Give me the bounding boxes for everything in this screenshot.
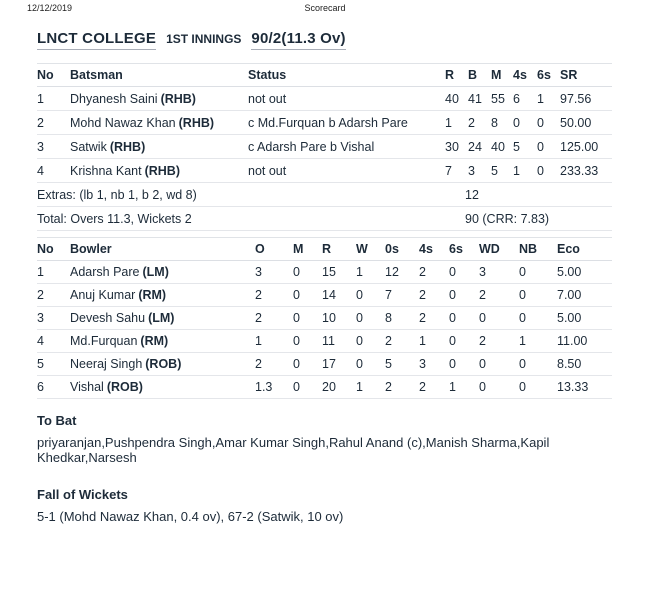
batsman-balls: 2 — [468, 111, 491, 135]
batsman-balls: 24 — [468, 135, 491, 159]
bowler-maidens: 0 — [293, 330, 322, 353]
bowler-economy: 8.50 — [557, 353, 612, 376]
batsman-no: 3 — [37, 135, 70, 159]
bowler-name-cell — [70, 330, 255, 353]
batsman-minutes: 40 — [491, 135, 513, 159]
bowler-name: Vishal — [70, 380, 104, 394]
bowler-noballs: 0 — [519, 307, 557, 330]
batting-col-status: Status — [248, 64, 445, 87]
batsman-status: not out — [248, 87, 445, 111]
bowler-name-cell — [70, 376, 255, 399]
bowler-wickets: 0 — [356, 284, 385, 307]
batsman-name: Krishna Kant — [70, 163, 142, 178]
bowler-row — [37, 307, 612, 330]
bowler-overs: 2 — [255, 284, 293, 307]
bowler-dots: 12 — [385, 261, 419, 284]
bowler-name: Anuj Kumar — [70, 288, 136, 302]
bowler-no: 2 — [37, 284, 70, 307]
batsman-sixes: 1 — [537, 87, 560, 111]
print-header — [0, 0, 650, 17]
bowler-row — [37, 261, 612, 284]
bowler-fours: 3 — [419, 353, 449, 376]
innings-label: 1ST INNINGS — [166, 32, 242, 46]
bowler-name-cell — [70, 307, 255, 330]
bowler-noballs: 0 — [519, 261, 557, 284]
bowler-dots: 8 — [385, 307, 419, 330]
bowler-no: 4 — [37, 330, 70, 353]
batsman-fours: 1 — [513, 159, 537, 183]
bowler-row — [37, 353, 612, 376]
batsman-sixes: 0 — [537, 159, 560, 183]
batsman-runs: 40 — [445, 87, 468, 111]
bowler-dots: 2 — [385, 330, 419, 353]
batting-col-minutes: M — [491, 64, 513, 87]
bowler-no: 6 — [37, 376, 70, 399]
batting-header-row — [37, 64, 612, 87]
total-row — [37, 207, 612, 231]
batting-table — [37, 63, 612, 231]
bowler-no: 3 — [37, 307, 70, 330]
bowler-maidens: 0 — [293, 261, 322, 284]
bowling-col-dots: 0s — [385, 238, 419, 261]
total-label: Total: Overs 11.3, Wickets 2 — [37, 207, 445, 231]
scorecard-content — [37, 30, 612, 524]
bowling-col-runs: R — [322, 238, 356, 261]
batsman-sixes: 0 — [537, 111, 560, 135]
batsman-no: 1 — [37, 87, 70, 111]
bowler-dots: 7 — [385, 284, 419, 307]
bowler-name-cell — [70, 284, 255, 307]
fall-of-wickets-section — [37, 487, 612, 524]
bowling-col-economy: Eco — [557, 238, 612, 261]
bowler-fours: 2 — [419, 376, 449, 399]
bowler-economy: 5.00 — [557, 307, 612, 330]
batsman-balls: 41 — [468, 87, 491, 111]
print-title: Scorecard — [304, 3, 346, 13]
batsman-fours: 0 — [513, 111, 537, 135]
bowler-name-cell — [70, 353, 255, 376]
batsman-name-cell — [70, 135, 248, 159]
bowling-col-overs: O — [255, 238, 293, 261]
bowler-runs: 11 — [322, 330, 356, 353]
bowler-wides: 0 — [479, 307, 519, 330]
bowling-header-row — [37, 238, 612, 261]
batsman-row — [37, 135, 612, 159]
batsman-strike-rate: 233.33 — [560, 159, 612, 183]
bowler-row — [37, 330, 612, 353]
bowler-wides: 0 — [479, 376, 519, 399]
batsman-runs: 7 — [445, 159, 468, 183]
bowler-wickets: 0 — [356, 330, 385, 353]
fall-of-wickets-heading: Fall of Wickets — [37, 487, 128, 502]
bowling-col-fours: 4s — [419, 238, 449, 261]
bowler-maidens: 0 — [293, 376, 322, 399]
batsman-row — [37, 159, 612, 183]
bowler-name: Neeraj Singh — [70, 357, 143, 371]
batting-col-no: No — [37, 64, 70, 87]
batsman-minutes: 5 — [491, 159, 513, 183]
print-date: 12/12/2019 — [27, 3, 73, 13]
batsman-strike-rate: 50.00 — [560, 111, 612, 135]
batsman-minutes: 8 — [491, 111, 513, 135]
bowler-wides: 2 — [479, 284, 519, 307]
bowler-dots: 2 — [385, 376, 419, 399]
bowler-runs: 14 — [322, 284, 356, 307]
bowler-name-cell — [70, 261, 255, 284]
bowling-col-no: No — [37, 238, 70, 261]
bowler-noballs: 0 — [519, 376, 557, 399]
bowler-economy: 11.00 — [557, 330, 612, 353]
bowler-style: (ROB) — [106, 380, 143, 394]
batsman-status: c Md.Furquan b Adarsh Pare — [248, 111, 445, 135]
batsman-hand: (RHB) — [178, 115, 215, 130]
batsman-name-cell — [70, 111, 248, 135]
bowler-fours: 2 — [419, 261, 449, 284]
bowler-runs: 15 — [322, 261, 356, 284]
team-name-link[interactable]: LNCT COLLEGE — [37, 30, 156, 50]
bowler-economy: 7.00 — [557, 284, 612, 307]
bowler-maidens: 0 — [293, 284, 322, 307]
bowler-sixes: 0 — [449, 284, 479, 307]
bowler-sixes: 0 — [449, 330, 479, 353]
batsman-name-cell — [70, 87, 248, 111]
batsman-name: Satwik — [70, 139, 107, 154]
bowling-col-noballs: NB — [519, 238, 557, 261]
batting-col-strike-rate: SR — [560, 64, 612, 87]
to-bat-heading: To Bat — [37, 413, 77, 428]
batsman-row — [37, 87, 612, 111]
bowler-sixes: 0 — [449, 307, 479, 330]
to-bat-section — [37, 413, 612, 465]
bowling-col-maidens: M — [293, 238, 322, 261]
extras-row — [37, 183, 612, 207]
batting-col-fours: 4s — [513, 64, 537, 87]
bowler-sixes: 0 — [449, 261, 479, 284]
bowler-style: (RM) — [138, 288, 167, 302]
bowler-noballs: 1 — [519, 330, 557, 353]
batsman-name: Dhyanesh Saini — [70, 91, 158, 106]
bowling-col-wides: WD — [479, 238, 519, 261]
batsman-status: not out — [248, 159, 445, 183]
bowler-wickets: 0 — [356, 307, 385, 330]
batsman-no: 4 — [37, 159, 70, 183]
batsman-strike-rate: 97.56 — [560, 87, 612, 111]
batting-col-runs: R — [445, 64, 468, 87]
batsman-strike-rate: 125.00 — [560, 135, 612, 159]
batsman-hand: (RHB) — [109, 139, 146, 154]
bowler-no: 1 — [37, 261, 70, 284]
bowler-runs: 20 — [322, 376, 356, 399]
to-bat-players: priyaranjan,Pushpendra Singh,Amar Kumar Singh,Rahul Anand (c),Manish Sharma,Kapil Khedkar,Narsesh — [37, 435, 550, 465]
bowler-row — [37, 284, 612, 307]
bowling-table — [37, 237, 612, 399]
bowler-name: Adarsh Pare — [70, 265, 140, 279]
bowler-overs: 2 — [255, 353, 293, 376]
batsman-name-cell — [70, 159, 248, 183]
fall-of-wickets-detail: 5-1 (Mohd Nawaz Khan, 0.4 ov), 67-2 (Satwik, 10 ov) — [37, 509, 344, 524]
bowler-fours: 1 — [419, 330, 449, 353]
batsman-hand: (RHB) — [144, 163, 180, 178]
batsman-minutes: 55 — [491, 87, 513, 111]
batting-col-batsman: Batsman — [70, 64, 248, 87]
batsman-hand: (RHB) — [160, 91, 196, 106]
batsman-row — [37, 111, 612, 135]
bowler-wides: 3 — [479, 261, 519, 284]
bowler-wickets: 1 — [356, 261, 385, 284]
bowler-economy: 5.00 — [557, 261, 612, 284]
innings-score-link[interactable]: 90/2(11.3 Ov) — [251, 30, 345, 50]
bowler-wides: 2 — [479, 330, 519, 353]
bowler-maidens: 0 — [293, 353, 322, 376]
bowler-row — [37, 376, 612, 399]
bowling-col-bowler: Bowler — [70, 238, 255, 261]
total-value: 90 (CRR: 7.83) — [445, 207, 612, 231]
bowler-wickets: 1 — [356, 376, 385, 399]
bowler-overs: 1 — [255, 330, 293, 353]
bowler-style: (ROB) — [145, 357, 182, 371]
batting-col-sixes: 6s — [537, 64, 560, 87]
innings-header — [37, 30, 612, 50]
batsman-fours: 5 — [513, 135, 537, 159]
batting-col-balls: B — [468, 64, 491, 87]
bowling-col-sixes: 6s — [449, 238, 479, 261]
bowler-overs: 2 — [255, 307, 293, 330]
bowler-style: (LM) — [148, 311, 175, 325]
bowling-col-wickets: W — [356, 238, 385, 261]
bowler-wides: 0 — [479, 353, 519, 376]
bowler-economy: 13.33 — [557, 376, 612, 399]
bowler-style: (LM) — [142, 265, 169, 279]
bowler-fours: 2 — [419, 307, 449, 330]
extras-label: Extras: (lb 1, nb 1, b 2, wd 8) — [37, 183, 445, 207]
batsman-sixes: 0 — [537, 135, 560, 159]
bowler-overs: 3 — [255, 261, 293, 284]
extras-value: 12 — [445, 183, 612, 207]
bowler-sixes: 0 — [449, 353, 479, 376]
bowler-dots: 5 — [385, 353, 419, 376]
bowler-style: (RM) — [140, 334, 169, 348]
batsman-fours: 6 — [513, 87, 537, 111]
bowler-noballs: 0 — [519, 353, 557, 376]
batsman-name: Mohd Nawaz Khan — [70, 115, 176, 130]
bowler-noballs: 0 — [519, 284, 557, 307]
bowler-runs: 10 — [322, 307, 356, 330]
batsman-runs: 1 — [445, 111, 468, 135]
batsman-runs: 30 — [445, 135, 468, 159]
batsman-balls: 3 — [468, 159, 491, 183]
batsman-no: 2 — [37, 111, 70, 135]
bowler-wickets: 0 — [356, 353, 385, 376]
bowler-name: Devesh Sahu — [70, 311, 146, 325]
bowler-maidens: 0 — [293, 307, 322, 330]
bowler-no: 5 — [37, 353, 70, 376]
batsman-status: c Adarsh Pare b Vishal — [248, 135, 445, 159]
bowler-sixes: 1 — [449, 376, 479, 399]
bowler-name: Md.Furquan — [70, 334, 138, 348]
bowler-overs: 1.3 — [255, 376, 293, 399]
bowler-fours: 2 — [419, 284, 449, 307]
bowler-runs: 17 — [322, 353, 356, 376]
